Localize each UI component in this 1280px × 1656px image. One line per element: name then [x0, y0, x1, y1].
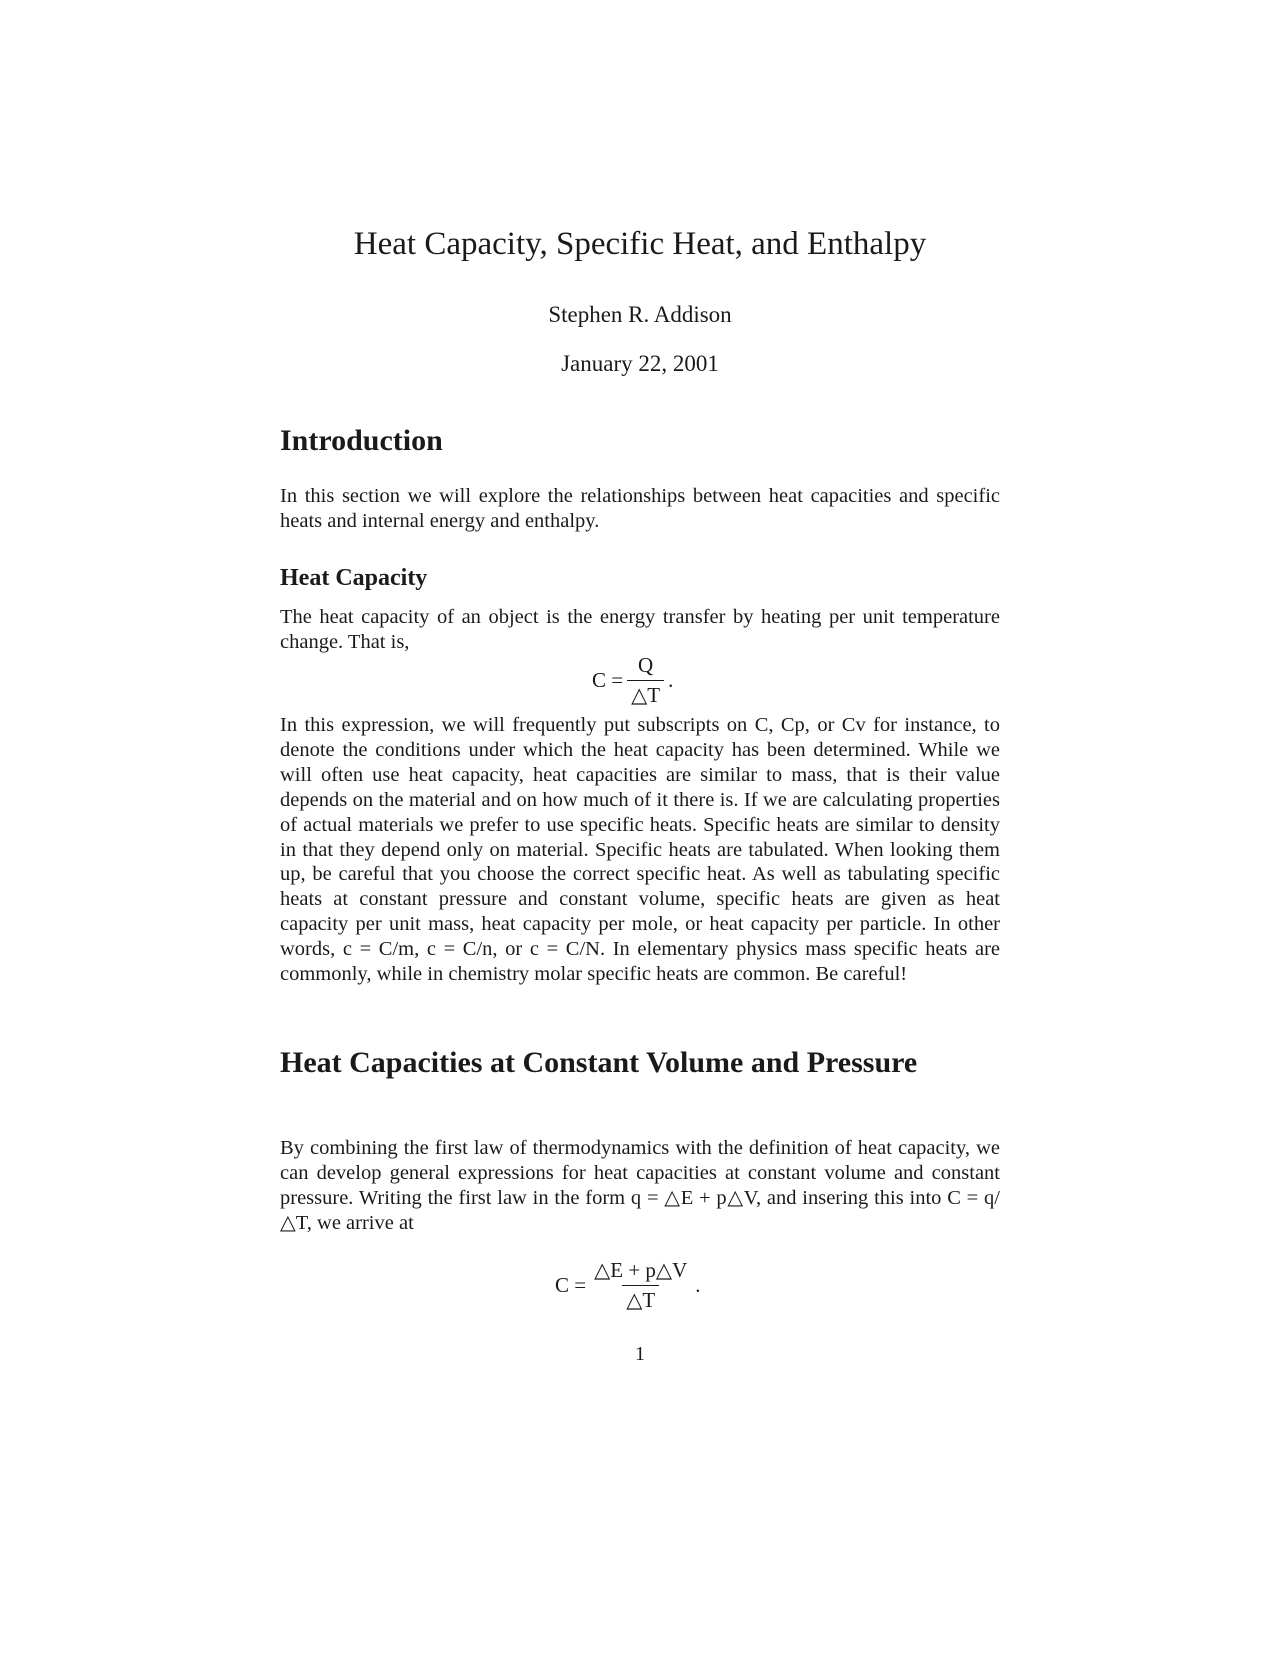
constant-vp-section [280, 1043, 1000, 1082]
fraction-denominator: △T [627, 680, 664, 708]
page-number: 1 [635, 1343, 645, 1365]
heat-capacity-heading: Heat Capacity [280, 565, 428, 591]
equation-lhs: C = [555, 1273, 587, 1297]
publication-date: January 22, 2001 [561, 351, 719, 376]
constant-vp-heading: Heat Capacities at Constant Volume and Pressure [280, 1046, 918, 1079]
paper-title: Heat Capacity, Specific Heat, and Enthalpy [353, 226, 927, 262]
heat-capacity-paragraph-1: The heat capacity of an object is the energy transfer by heating per unit temperature change. That is, [280, 606, 1000, 653]
fraction-numerator: △E + p△V [594, 1258, 688, 1282]
intro-body [280, 484, 1000, 534]
equation-heat-capacity [592, 653, 673, 708]
fraction-numerator: Q [638, 653, 654, 677]
fraction-denominator: △T [622, 1285, 659, 1313]
constant-vp-body [280, 1136, 1000, 1236]
heat-capacity-body [280, 713, 1000, 987]
intro-paragraph: In this section we will explore the relationships between heat capacities and specific heats and internal energy and enthalpy. [280, 485, 1000, 532]
fraction [590, 1258, 691, 1313]
heat-capacity-paragraph-2: In this expression, we will frequently put subscripts on C, Cp, or Cv for instance, to denote the conditions under which the heat capacity has been determined. While we will often use heat capacity, heat capacities are similar to mass, that is their value depends on the material and on how much of it there is. If we are calculating properties of actual materials we prefer to use specific heats. Specific heats are similar to density in that they depend only on material. Specific heats are tabulated. When looking them up, be careful that you choose the correct specific heat. As well as tabulating specific heats at constant pressure and constant volume, specific heats are given as heat capacity per unit mass, heat capacity per mole, or heat capacity per particle. In other words, c = C/m, c = C/n, or c = C/N. In elementary physics mass specific heats are commonly, while in chemistry molar specific heats are common. Be careful! [280, 714, 1000, 986]
fraction [627, 653, 664, 708]
equation-first-law [555, 1258, 701, 1313]
intro-heading: Introduction [280, 424, 443, 457]
intro-section [280, 424, 1000, 458]
equation-period: . [668, 668, 674, 692]
equation-period: . [695, 1273, 701, 1297]
author-name: Stephen R. Addison [548, 302, 732, 327]
equation-lhs: C = [592, 668, 624, 692]
heat-capacity-intro [280, 605, 1000, 655]
heat-capacity-section [280, 565, 1000, 592]
constant-vp-paragraph-1: By combining the first law of thermodynamics with the definition of heat capacity, we can develop general expressions for heat capacities at constant volume and constant pressure. Writing the first law in the form q = △E + p△V, and insering this into C = q/△T, we arrive at [280, 1137, 1000, 1234]
